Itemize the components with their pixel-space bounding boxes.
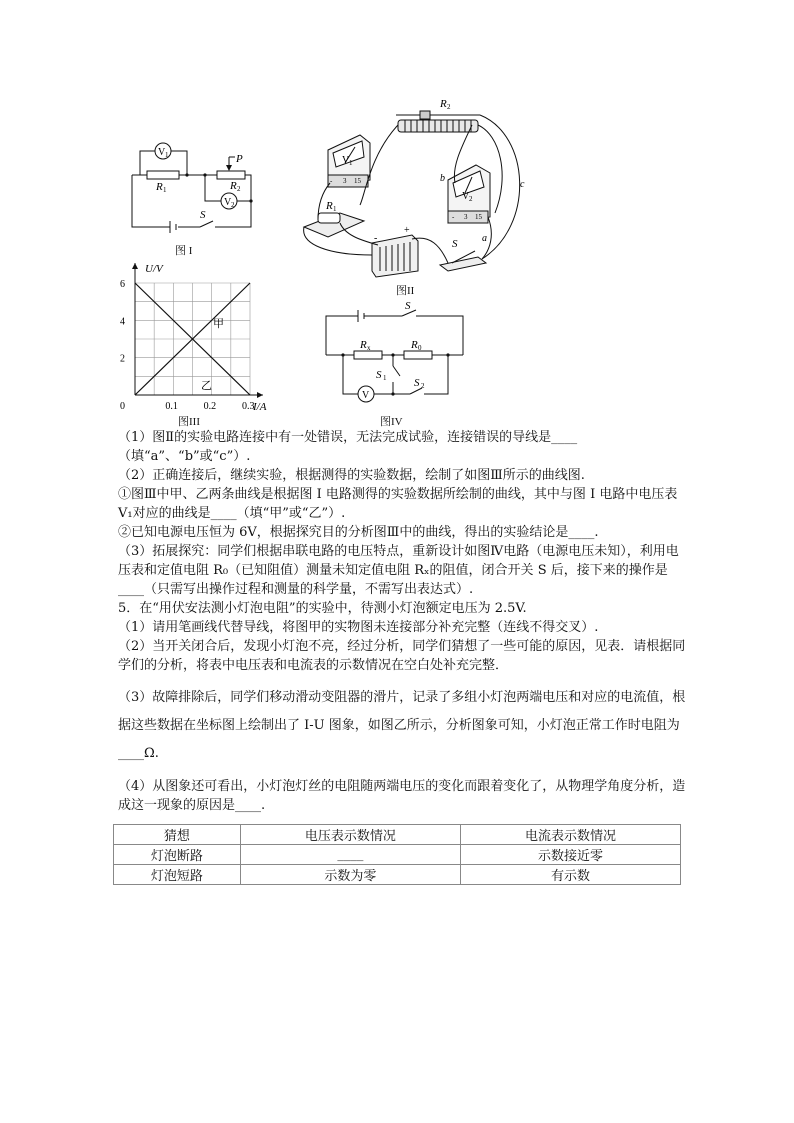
guess-table	[113, 824, 681, 885]
q1-text: （1）图Ⅱ的实验电路连接中有一处错误，无法完成试验，连接错误的导线是____（填“a”、“b”或“c”）.	[118, 430, 578, 464]
y-axis-arrow-icon	[132, 263, 138, 269]
s1-label: S	[376, 369, 382, 381]
figure-1-circuit	[125, 135, 265, 235]
question-text	[118, 428, 686, 815]
y-axis-label: U/V	[145, 263, 163, 275]
x-axis-arrow-icon	[257, 392, 263, 398]
s2-label: S	[414, 377, 420, 389]
table-cell: 有示数	[460, 865, 680, 885]
x-tick-label: 0	[120, 401, 125, 412]
svg-text:x: x	[367, 344, 371, 352]
figure-4-circuit	[318, 298, 468, 413]
series-jia-label: 甲	[213, 318, 224, 330]
y-tick-label: 6	[120, 279, 125, 290]
svg-text:3: 3	[464, 213, 468, 221]
r2-label: R	[440, 98, 447, 110]
table-cell: 灯泡短路	[114, 865, 241, 885]
rx-label: R	[360, 339, 367, 351]
svg-text:15: 15	[354, 177, 361, 185]
table-header-cell: 猜想	[114, 825, 241, 845]
x-tick-label: 0.1	[165, 401, 178, 412]
svg-text:15: 15	[475, 213, 482, 221]
x-tick-label: 0.2	[203, 401, 217, 412]
figure-3-caption: 图III	[178, 416, 200, 428]
q2-text: （2）正确连接后，继续实验，根据测得的实验数据，绘制了如图Ⅲ所示的曲线图.	[118, 468, 585, 483]
y-tick-label: 2	[120, 353, 125, 365]
table-header-cell: 电流表示数情况	[460, 825, 680, 845]
figure-2-physical-circuit	[300, 95, 540, 295]
x-axis-label: I/A	[253, 401, 267, 413]
svg-text:1: 1	[163, 186, 167, 194]
s-label: S	[200, 209, 206, 221]
q2b-text: ②已知电源电压恒为 6V，根据探究目的分析图Ⅲ中的曲线，得出的实验结论是____.	[118, 525, 599, 540]
figure-1-caption: 图 I	[175, 245, 193, 257]
p5-4-text: （4）从图象还可看出，小灯泡灯丝的电阻随两端电压的变化而跟着变化了，从物理学角度分析，造成这一现象的原因是____.	[118, 779, 686, 813]
series-yi-label: 乙	[201, 380, 212, 392]
v2-label: V	[224, 197, 232, 208]
svg-text:3: 3	[343, 177, 347, 185]
table-cell: 灯泡断路	[114, 845, 241, 865]
figure-2-caption: 图II	[396, 285, 415, 297]
svg-text:1: 1	[383, 374, 387, 382]
y-tick-label: 4	[120, 316, 125, 328]
svg-text:+: +	[404, 225, 410, 236]
svg-text:2: 2	[231, 201, 235, 209]
svg-text:1: 1	[349, 159, 353, 167]
slider-arrow-icon	[226, 165, 232, 171]
v2-label: V	[462, 191, 470, 202]
p5-3-text: （3）故障排除后，同学们移动滑动变阻器的滑片，记录了多组小灯泡两端电压和对应的电流值，根据这些数据在坐标图上绘制出了 I-U 图象，如图乙所示，分析图象可知，小灯泡正常工作时电阻为____Ω.	[118, 690, 686, 761]
svg-text:2: 2	[421, 382, 425, 390]
table-cell: 示数为零	[240, 865, 460, 885]
v1-label: V	[158, 147, 166, 158]
svg-text:-: -	[330, 177, 333, 185]
r2-label: R	[230, 180, 237, 192]
table-header-cell: 电压表示数情况	[240, 825, 460, 845]
v1-label: V	[342, 155, 350, 166]
p-label: P	[236, 153, 243, 165]
svg-text:2: 2	[237, 185, 241, 193]
svg-text:2: 2	[469, 195, 473, 203]
x-tick-label: 0.3	[242, 401, 255, 412]
wire-c-label: c	[520, 179, 525, 190]
wire-b-label: b	[440, 173, 445, 184]
svg-text:-: -	[374, 233, 378, 244]
svg-text:0: 0	[418, 344, 422, 352]
r1-label: R	[326, 200, 333, 212]
p5-2-text: （2）当开关闭合后，发现小灯泡不亮，经过分析，同学们猜想了一些可能的原因，见表．请根据同学们的分析，将表中电压表和电流表的示数情况在空白处补充完整．	[118, 639, 686, 673]
figure-4-caption: 图IV	[380, 416, 403, 428]
p5-1-text: （1）请用笔画线代替导线，将图甲的实物图未连接部分补充完整（连线不得交叉）.	[118, 620, 599, 635]
s-label: S	[452, 238, 458, 250]
q3-text: （3）拓展探究：同学们根据串联电路的电压特点，重新设计如图Ⅳ电路（电源电压未知），利用电压表和定值电阻 R₀（已知阻值）测量未知定值电阻 Rₓ的阻值，闭合开关 S 后，接下来的操作是____（只需写出操作过程和测量的科学量，不需写出表达式）.	[118, 544, 679, 597]
svg-text:2: 2	[447, 103, 451, 111]
r1-label: R	[156, 181, 163, 193]
svg-text:-: -	[452, 213, 455, 221]
svg-text:1: 1	[165, 151, 169, 159]
table-cell: ____	[240, 845, 460, 865]
wire-a-label: a	[482, 233, 487, 244]
table-header-row	[114, 825, 681, 845]
table-row	[114, 845, 681, 865]
s-label: S	[405, 300, 411, 312]
r0-label: R	[411, 339, 418, 351]
figure-3-chart	[115, 255, 275, 415]
svg-text:1: 1	[333, 205, 337, 213]
q2a-text: ①图Ⅲ中甲、乙两条曲线是根据图 I 电路测得的实验数据所绘制的曲线，其中与图 I 电路中电压表 V₁对应的曲线是____（填“甲”或“乙”）.	[118, 487, 678, 521]
p5-text: 5．在“用伏安法测小灯泡电阻”的实验中，待测小灯泡额定电压为 2.5V.	[118, 601, 527, 616]
v-label: V	[362, 390, 370, 401]
table-row	[114, 865, 681, 885]
table-cell: 示数接近零	[460, 845, 680, 865]
